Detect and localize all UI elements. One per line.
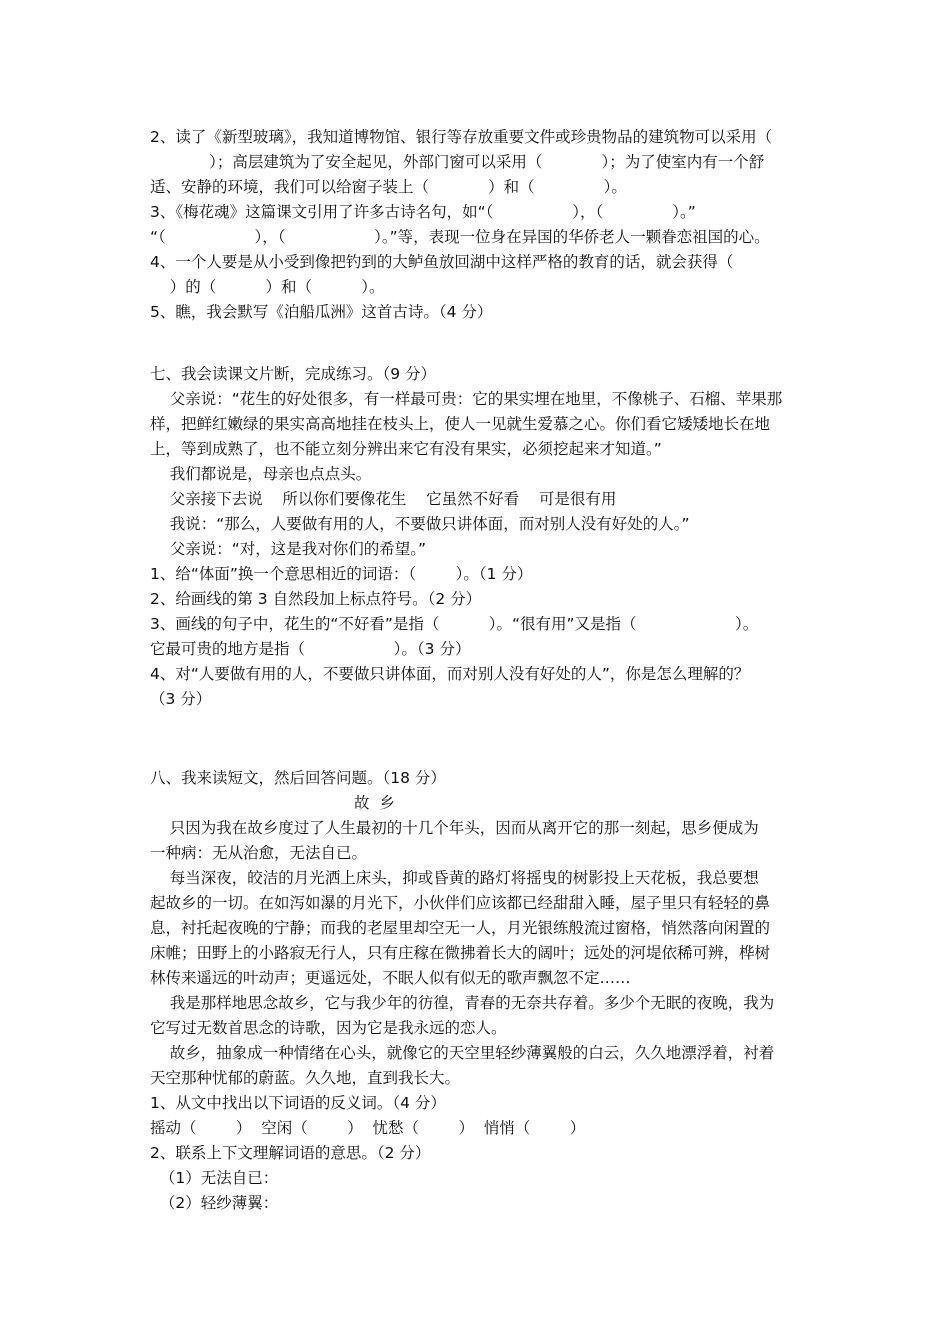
s7-paragraph-2: 我们都说是，母亲也点点头。 <box>150 465 372 483</box>
s8-question-2: 2、联系上下文理解词语的意思。（2 分） <box>150 1144 431 1162</box>
s8-question-2-item-1: （1）无法自已： <box>150 1169 279 1187</box>
article-para-3-line-2: 它写过无数首思念的诗歌，因为它是我永远的恋人。 <box>150 1019 507 1037</box>
article-para-2-line-1: 每当深夜，皎洁的月光洒上床头，抑或昏黄的路灯将摇曳的树影投上天花板，我总要想 <box>150 869 759 887</box>
article-title: 故 乡 <box>354 794 395 812</box>
s7-paragraph-1-line-1: 父亲说：“花生的好处很多，有一样最可贵：它的果实埋在地里，不像桃子、石榴、苹果那 <box>150 390 783 408</box>
article-para-1-line-1: 只因为我在故乡度过了人生最初的十几个年头，因而从离开它的那一刻起，思乡便成为 <box>150 819 759 837</box>
section-7-heading: 七、我会读课文片断，完成练习。（9 分） <box>150 365 437 383</box>
s7-paragraph-1-line-3: 上，等到成熟了，也不能立刻分辨出来它有没有果实，必须挖起来才知道。” <box>150 440 662 458</box>
s7-paragraph-3: 父亲接下去说 所以你们要像花生 它虽然不好看 可是很有用 <box>150 490 617 508</box>
s7-question-1: 1、给“体面”换一个意思相近的词语：（ ）。（1 分） <box>150 565 533 583</box>
s8-question-2-item-2: （2）轻纱薄翼： <box>150 1194 279 1212</box>
q6-5: 5、瞧，我会默写《泊船瓜洲》这首古诗。（4 分） <box>150 303 493 321</box>
s7-paragraph-4: 我说：“那么，人要做有用的人，不要做只讲体面，而对别人没有好处的人。” <box>150 515 690 533</box>
s8-question-1: 1、从文中找出以下词语的反义词。（4 分） <box>150 1094 446 1112</box>
q6-3-line-1: 3、《梅花魂》这篇课文引用了许多古诗名句，如“（ ），（ ）。” <box>150 203 696 221</box>
q6-2-line-1: 2、读了《新型玻璃》，我知道博物馆、银行等存放重要文件或珍贵物品的建筑物可以采用（ <box>150 128 773 146</box>
s7-question-4-line-2: （3 分） <box>150 690 212 708</box>
s7-question-2: 2、给画线的第 3 自然段加上标点符号。（2 分） <box>150 590 482 608</box>
article-para-1-line-2: 一种病：无从治愈，无法自已。 <box>150 844 368 862</box>
section-8-heading: 八、我来读短文，然后回答问题。（18 分） <box>150 769 446 787</box>
article-para-2-line-2: 起故乡的一切。在如泻如瀑的月光下，小伙伴们应该都已经甜甜入睡，屋子里只有轻轻的鼻 <box>150 894 771 912</box>
article-para-2-line-4: 床帷；田野上的小路寂无行人，只有庄稼在微拂着长大的阔叶；远处的河堤依稀可辨，桦树 <box>150 944 771 962</box>
s7-question-3-line-2: 它最可贵的地方是指（ ）。（3 分） <box>150 640 471 658</box>
article-para-3-line-1: 我是那样地思念故乡，它与我少年的彷徨，青春的无奈共存着。多少个无眠的夜晚，我为 <box>150 994 775 1012</box>
q6-3-line-2: “（ ），（ ）。”等，表现一位身在异国的华侨老人一颗眷恋祖国的心。 <box>150 228 770 246</box>
s7-question-3-line-1: 3、画线的句子中，花生的“不好看”是指（ ）。“很有用”又是指（ ）。 <box>150 615 759 633</box>
s8-question-1-items: 摇动（ ） 空闲（ ） 忧愁（ ） 悄悄（ ） <box>150 1119 586 1137</box>
s7-question-4-line-1: 4、对“人要做有用的人，不要做只讲体面，而对别人没有好处的人”，你是怎么理解的？ <box>150 665 750 683</box>
s7-paragraph-1-line-2: 样，把鲜红嫩绿的果实高高地挂在枝头上，使人一见就生爱慕之心。你们看它矮矮地长在地 <box>150 415 771 433</box>
article-para-2-line-5: 林传来遥远的叶动声；更遥远处，不眠人似有似无的歌声飘忽不定…… <box>150 969 631 987</box>
q6-2-line-3: 适、安静的环境，我们可以给窗子装上（ ）和（ ）。 <box>150 178 627 196</box>
article-para-4-line-2: 天空那种忧郁的蔚蓝。久久地，直到我长大。 <box>150 1069 461 1087</box>
q6-4-line-1: 4、一个人要是从小受到像把钓到的大鲈鱼放回湖中这样严格的教育的话，就会获得（ <box>150 253 734 271</box>
q6-4-line-2: ）的（ ）和（ ）。 <box>150 278 385 296</box>
s7-paragraph-5: 父亲说：“对，这是我对你们的希望。” <box>150 540 427 558</box>
article-para-4-line-1: 故乡，抽象成一种情绪在心头，就像它的天空里轻纱薄翼般的白云，久久地漂浮着，衬着 <box>150 1044 775 1062</box>
q6-2-line-2: ）；高层建筑为了安全起见，外部门窗可以采用（ ）；为了使室内有一个舒 <box>150 153 765 171</box>
article-para-2-line-3: 息，衬托起夜晚的宁静；而我的老屋里却空无一人，月光银练般流过窗格，悄然落向闲置的 <box>150 919 771 937</box>
